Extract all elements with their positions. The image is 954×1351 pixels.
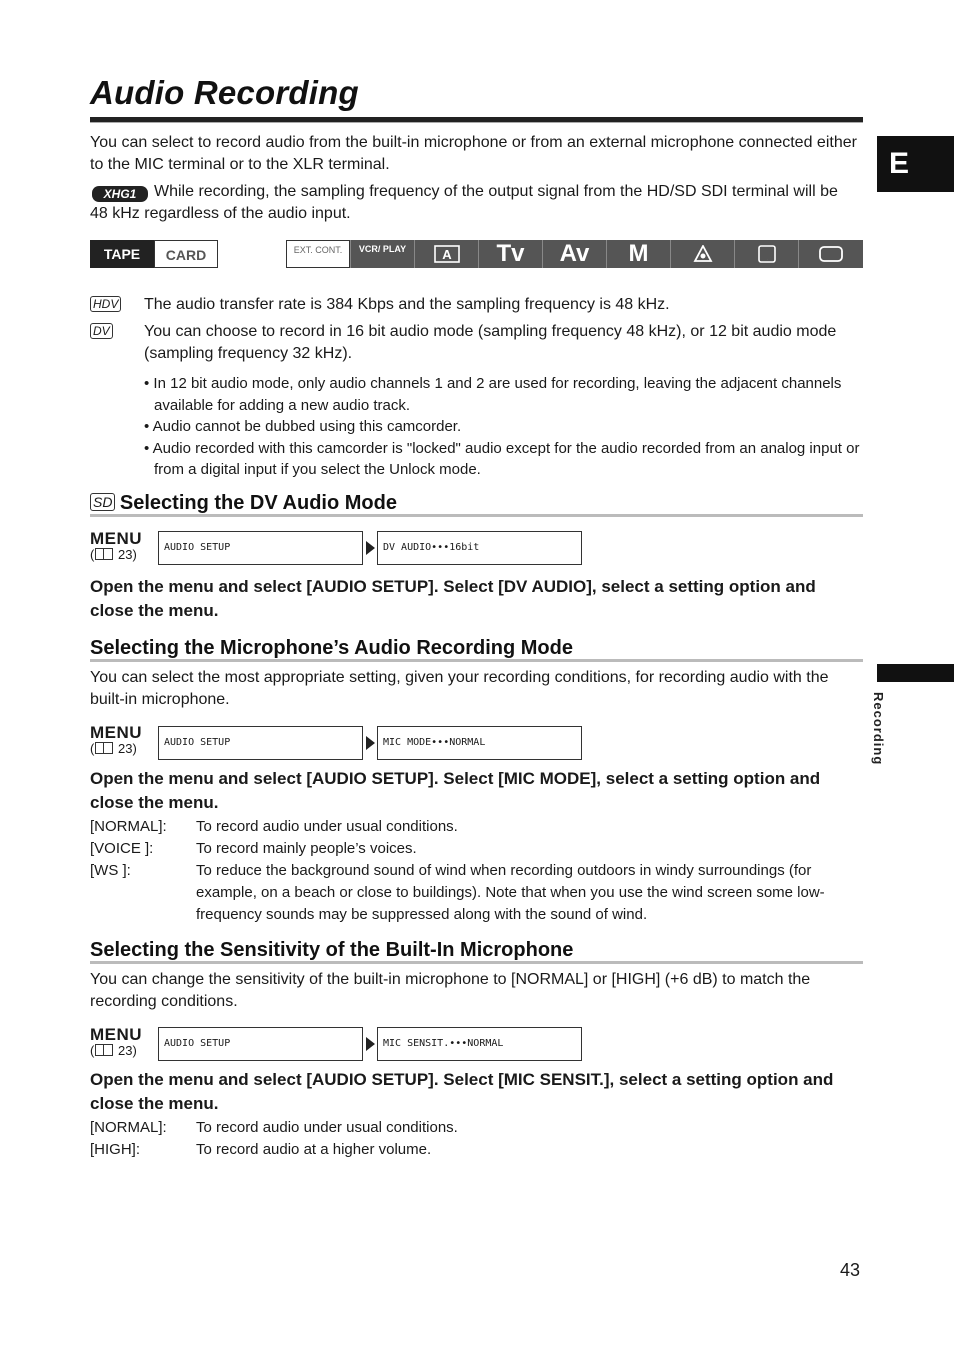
list-item: [NORMAL]: To record audio under usual conditions. <box>90 1119 458 1136</box>
night-icon <box>734 240 798 268</box>
custom-icon <box>798 240 863 268</box>
section-heading: Selecting the Microphone’s Audio Recording Mode <box>90 637 573 659</box>
intro-paragraph: You can select to record audio from the built-in microphone or from an external microphone connected either to the MIC terminal or to the XLR terminal. <box>90 134 857 173</box>
book-icon <box>95 742 113 754</box>
tape-mode-label: TAPE <box>90 240 154 268</box>
section-mic-heading <box>90 637 863 660</box>
svg-text:A: A <box>441 246 452 262</box>
side-section-label: Recording <box>871 692 886 766</box>
card-mode-label: CARD <box>154 240 218 268</box>
dv-text: You can choose to record in 16 bit audio mode (sampling frequency 48 kHz), or 12 bit audio mode (sampling frequency 32 kHz). <box>144 323 837 362</box>
sens-intro: You can change the sensitivity of the built-in microphone to [NORMAL] or [HIGH] (+6 dB) to match the recording conditions. <box>90 971 811 1010</box>
section-heading: Selecting the DV Audio Mode <box>119 492 397 514</box>
title-rule-thin <box>90 122 863 123</box>
m-mode-label: M <box>606 240 670 268</box>
book-icon <box>95 1044 113 1056</box>
sdi-note <box>90 181 860 225</box>
vcr-play-label: VCR/ PLAY <box>350 240 414 268</box>
model-badge: XHG1 <box>92 186 148 202</box>
section-sens-heading <box>90 939 863 962</box>
dv-instruction: Open the menu and select [AUDIO SETUP]. Select [DV AUDIO], select a setting option and close the menu. <box>90 577 816 620</box>
mic-instruction: Open the menu and select [AUDIO SETUP]. Select [MIC MODE], select a setting option and close the menu. <box>90 769 821 812</box>
mode-availability-bar <box>90 240 863 268</box>
arrow-icon <box>366 1037 375 1051</box>
dv-tag: DV <box>90 323 113 339</box>
list-item: [HIGH]: To record audio at a higher volume. <box>90 1141 432 1158</box>
menu-label: MENU ( 23) <box>90 1025 143 1058</box>
section-rule <box>90 659 863 662</box>
sdi-note-text: While recording, the sampling frequency of the output signal from the HD/SD SDI terminal will be 48 kHz regardless of the audio input. <box>90 183 838 222</box>
menu-label: MENU ( 23) <box>90 723 143 756</box>
ext-cont-label: EXT. CONT. <box>286 240 350 268</box>
tv-mode-label: Tv <box>478 240 542 268</box>
sd-tag: SD <box>90 493 115 511</box>
arrow-icon <box>366 541 375 555</box>
section-tab-marker <box>877 664 954 682</box>
hdv-text: The audio transfer rate is 384 Kbps and the sampling frequency is 48 kHz. <box>144 296 670 313</box>
language-tab: E <box>877 136 954 192</box>
sens-options <box>0 1117 954 1161</box>
sens-instruction: Open the menu and select [AUDIO SETUP]. Select [MIC SENSIT.], select a setting option and close the menu. <box>90 1070 834 1113</box>
section-rule <box>90 961 863 964</box>
menu-label: MENU ( 23) <box>90 529 143 562</box>
auto-mode-icon <box>414 240 478 268</box>
hdv-tag: HDV <box>90 296 121 312</box>
menu-box-audio-setup: AUDIO SETUP <box>158 1027 363 1061</box>
page-number: 43 <box>840 1260 861 1280</box>
page-title: Audio Recording <box>90 74 359 111</box>
list-item: • In 12 bit audio mode, only audio channels 1 and 2 are used for recording, leaving the adjacent channels available for adding a new audio track. <box>144 375 842 414</box>
menu-box-mic-mode: MIC MODE•••NORMAL <box>377 726 582 760</box>
mic-intro: You can select the most appropriate setting, given your recording conditions, for recording audio with the built-in microphone. <box>90 669 829 708</box>
list-item: • Audio recorded with this camcorder is "locked" audio except for the audio recorded from an analog input or from a digital input if you select the Unlock mode. <box>144 439 860 478</box>
section-dv-heading <box>90 492 863 515</box>
book-icon <box>95 548 113 560</box>
bullet-list <box>144 373 862 481</box>
intro-block <box>90 132 860 225</box>
format-notes <box>90 294 863 481</box>
list-item: [VOICE ]: To record mainly people’s voices. <box>90 840 417 857</box>
menu-box-mic-sensit: MIC SENSIT.•••NORMAL <box>377 1027 582 1061</box>
section-rule <box>90 514 863 517</box>
list-item: [NORMAL]: To record audio under usual conditions. <box>90 818 458 835</box>
section-heading: Selecting the Sensitivity of the Built-In Microphone <box>90 939 574 961</box>
list-item: [WS ]: To reduce the background sound of wind when recording outdoors in windy surroundings (for example, on a beach or close to buildings). Note that when you use the wind screen some low-frequency sounds may be suppressed along with the sound of wind. <box>90 862 825 923</box>
mic-options <box>0 816 954 926</box>
list-item: • Audio cannot be dubbed using this camcorder. <box>144 418 462 435</box>
av-mode-label: Av <box>542 240 606 268</box>
menu-box-audio-setup: AUDIO SETUP <box>158 726 363 760</box>
arrow-icon <box>366 736 375 750</box>
menu-box-dv-audio: DV AUDIO•••16bit <box>377 531 582 565</box>
spotlight-icon <box>670 240 734 268</box>
menu-box-audio-setup: AUDIO SETUP <box>158 531 363 565</box>
